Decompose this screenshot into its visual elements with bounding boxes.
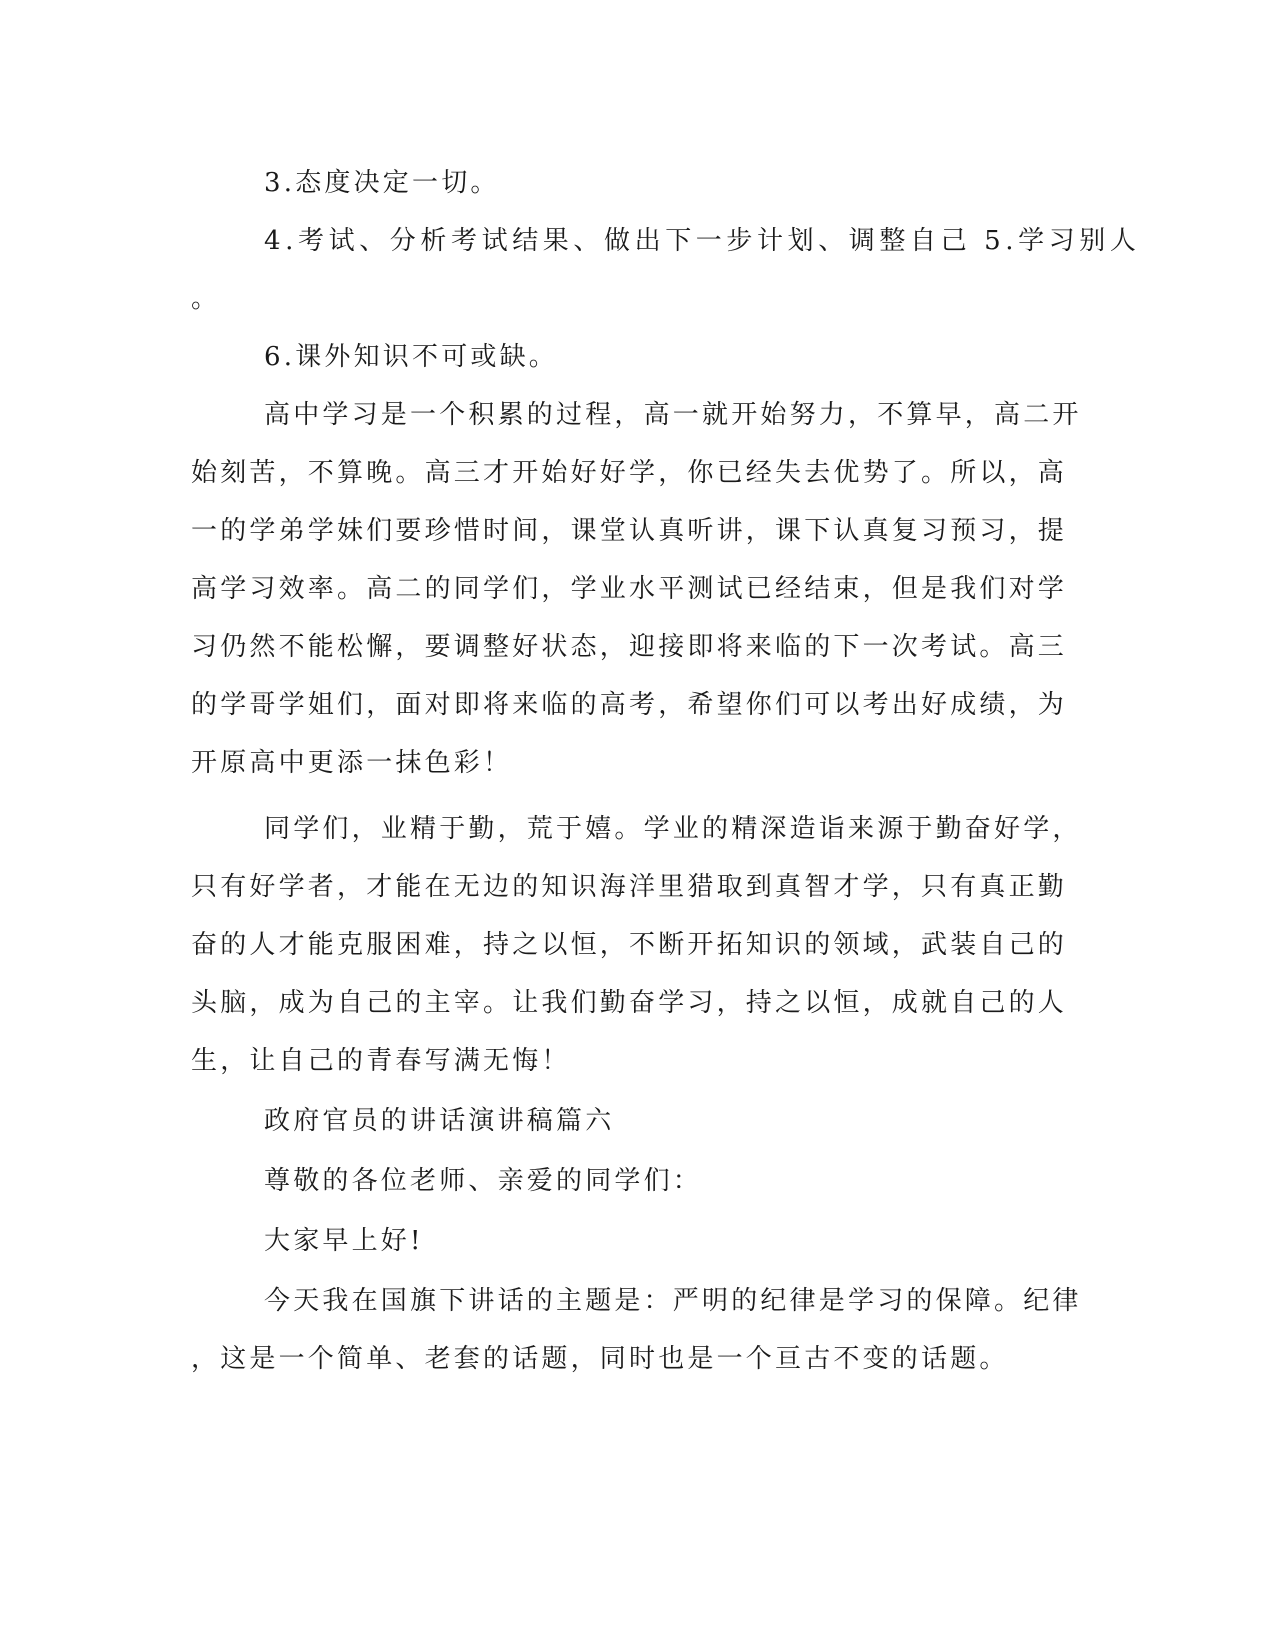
text-line: 高中学习是一个积累的过程，高一就开始努力，不算早，高二开 [264,400,1082,430]
text-line: 同学们，业精于勤，荒于嬉。学业的精深造诣来源于勤奋好学， [264,814,1082,844]
text-line: 3.态度决定一切。 [264,168,500,198]
text-line: 。 [191,284,221,314]
text-line: 的学哥学姐们，面对即将来临的高考，希望你们可以考出好成绩，为 [191,690,1068,720]
text-line: 奋的人才能克服困难，持之以恒，不断开拓知识的领域，武装自己的 [191,930,1068,960]
text-line: 开原高中更添一抹色彩！ [191,748,513,778]
text-line: 高学习效率。高二的同学们，学业水平测试已经结束，但是我们对学 [191,574,1068,604]
text-line: 4.考试、分析考试结果、做出下一步计划、调整自己 5.学习别人 [264,226,1141,256]
text-line: ，这是一个简单、老套的话题，同时也是一个亘古不变的话题。 [191,1344,1009,1374]
text-line: 生，让自己的青春写满无悔！ [191,1046,571,1076]
text-line: 始刻苦，不算晚。高三才开始好好学，你已经失去优势了。所以，高 [191,458,1068,488]
text-line: 今天我在国旗下讲话的主题是：严明的纪律是学习的保障。纪律 [264,1286,1082,1316]
section-heading: 政府官员的讲话演讲稿篇六 [264,1106,615,1136]
text-line: 习仍然不能松懈，要调整好状态，迎接即将来临的下一次考试。高三 [191,632,1068,662]
text-line: 一的学弟学妹们要珍惜时间，课堂认真听讲，课下认真复习预习，提 [191,516,1068,546]
text-line: 6.课外知识不可或缺。 [264,342,559,372]
text-line: 头脑，成为自己的主宰。让我们勤奋学习，持之以恒，成就自己的人 [191,988,1068,1018]
salutation: 尊敬的各位老师、亲爱的同学们： [264,1166,703,1196]
text-line: 只有好学者，才能在无边的知识海洋里猎取到真智才学，只有真正勤 [191,872,1068,902]
greeting: 大家早上好! [264,1226,424,1256]
